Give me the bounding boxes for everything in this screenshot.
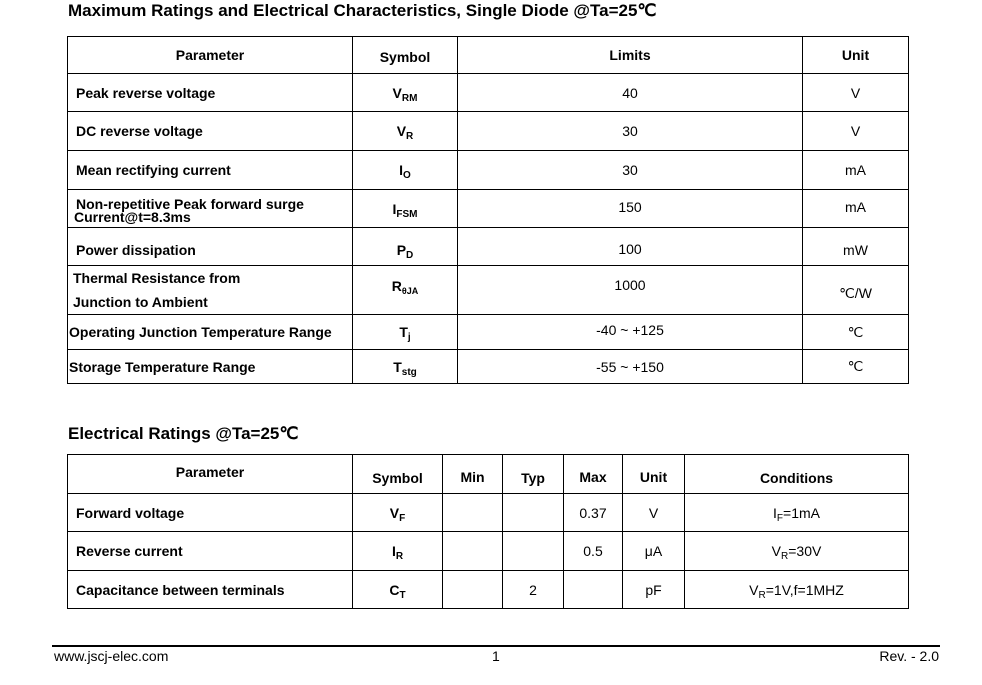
min-cell xyxy=(443,494,503,532)
unit-cell: ℃ xyxy=(803,315,909,350)
unit-cell: μA xyxy=(623,532,685,571)
symbol-cell: $I_R$ xyxy=(353,532,443,571)
param-cell: Storage Temperature Range xyxy=(68,350,353,384)
param-cell: Operating Junction Temperature Range xyxy=(68,315,353,350)
symbol-cell: $P_D$ xyxy=(353,228,458,266)
param-cell: Capacitance between terminals xyxy=(68,571,353,609)
electrical-ratings-table xyxy=(67,454,909,609)
header-unit: Unit xyxy=(803,37,909,74)
symbol-cell: $V_{RM}$ xyxy=(353,74,458,112)
symbol-cell: $R_{\theta JA}$ xyxy=(353,266,458,315)
unit-cell: V xyxy=(803,112,909,151)
param-cell: DC reverse voltage xyxy=(68,112,353,151)
unit-cell: mA xyxy=(803,151,909,190)
table-row xyxy=(68,228,909,266)
limit-cell: 1000 xyxy=(458,266,803,315)
min-cell xyxy=(443,571,503,609)
max-cell: 0.37 xyxy=(564,494,623,532)
symbol-cell: $V_F$ xyxy=(353,494,443,532)
table-row xyxy=(68,315,909,350)
param-cell: Forward voltage xyxy=(68,494,353,532)
header-parameter: Parameter xyxy=(68,455,353,494)
unit-cell: V xyxy=(623,494,685,532)
max-ratings-title: Maximum Ratings and Electrical Characteristics, Single Diode @Ta=25℃ xyxy=(68,1,657,20)
limit-cell: -55 ~ +150 xyxy=(458,350,803,384)
param-cell xyxy=(68,266,353,315)
symbol-cell: $V_R$ xyxy=(353,112,458,151)
table-row xyxy=(68,190,909,228)
symbol-cell: $C_T$ xyxy=(353,571,443,609)
limit-cell: 150 xyxy=(458,190,803,228)
table-row xyxy=(68,494,909,532)
limit-cell: 100 xyxy=(458,228,803,266)
typ-cell xyxy=(503,494,564,532)
header-symbol: Symbol xyxy=(353,455,443,494)
unit-cell: pF xyxy=(623,571,685,609)
header-conditions: Conditions xyxy=(685,455,909,494)
param-line-2: Junction to Ambient xyxy=(73,294,208,310)
electrical-ratings-title: Electrical Ratings @Ta=25℃ xyxy=(68,424,299,443)
table-row xyxy=(68,151,909,190)
limit-cell: 30 xyxy=(458,112,803,151)
param-line-1: Thermal Resistance from xyxy=(73,270,241,286)
header-max: Max xyxy=(564,455,623,494)
footer-page-number: 1 xyxy=(492,648,500,664)
table-row xyxy=(68,532,909,571)
footer-divider xyxy=(52,645,940,647)
header-min: Min xyxy=(443,455,503,494)
table-row xyxy=(68,266,909,315)
header-typ: Typ xyxy=(503,455,564,494)
footer-url: www.jscj-elec.com xyxy=(54,648,169,664)
footer-revision: Rev. - 2.0 xyxy=(879,648,939,664)
header-symbol: Symbol xyxy=(353,37,458,74)
limit-cell: 30 xyxy=(458,151,803,190)
symbol-cell: $I_O$ xyxy=(353,151,458,190)
table-row xyxy=(68,350,909,384)
table-header-row xyxy=(68,455,909,494)
param-cell xyxy=(68,190,353,228)
typ-cell xyxy=(503,532,564,571)
conditions-cell: $V_R=30V$ xyxy=(685,532,909,571)
param-line-2: Current@t=8.3ms xyxy=(74,208,191,225)
header-parameter: Parameter xyxy=(68,37,353,74)
unit-cell: mA xyxy=(803,190,909,228)
header-limits: Limits xyxy=(458,37,803,74)
unit-cell: mW xyxy=(803,228,909,266)
param-cell: Mean rectifying current xyxy=(68,151,353,190)
table-row xyxy=(68,112,909,151)
max-cell xyxy=(564,571,623,609)
max-ratings-table xyxy=(67,36,909,384)
param-line-1: Non-repetitive Peak forward surge xyxy=(76,195,304,212)
conditions-cell: $I_F=1mA$ xyxy=(685,494,909,532)
conditions-cell: $V_R=1V,f=1MHZ$ xyxy=(685,571,909,609)
table-header-row xyxy=(68,37,909,74)
table-row xyxy=(68,74,909,112)
header-unit: Unit xyxy=(623,455,685,494)
unit-cell: ℃ xyxy=(803,350,909,384)
symbol-cell: $T_j$ xyxy=(353,315,458,350)
param-cell: Peak reverse voltage xyxy=(68,74,353,112)
param-cell: Reverse current xyxy=(68,532,353,571)
limit-cell: -40 ~ +125 xyxy=(458,315,803,350)
min-cell xyxy=(443,532,503,571)
symbol-cell: $T_{stg}$ xyxy=(353,350,458,384)
typ-cell: 2 xyxy=(503,571,564,609)
limit-cell: 40 xyxy=(458,74,803,112)
unit-cell: ℃/W xyxy=(803,266,909,315)
unit-cell: V xyxy=(803,74,909,112)
table-row xyxy=(68,571,909,609)
symbol-cell: $I_{FSM}$ xyxy=(353,190,458,228)
param-cell: Power dissipation xyxy=(68,228,353,266)
max-cell: 0.5 xyxy=(564,532,623,571)
